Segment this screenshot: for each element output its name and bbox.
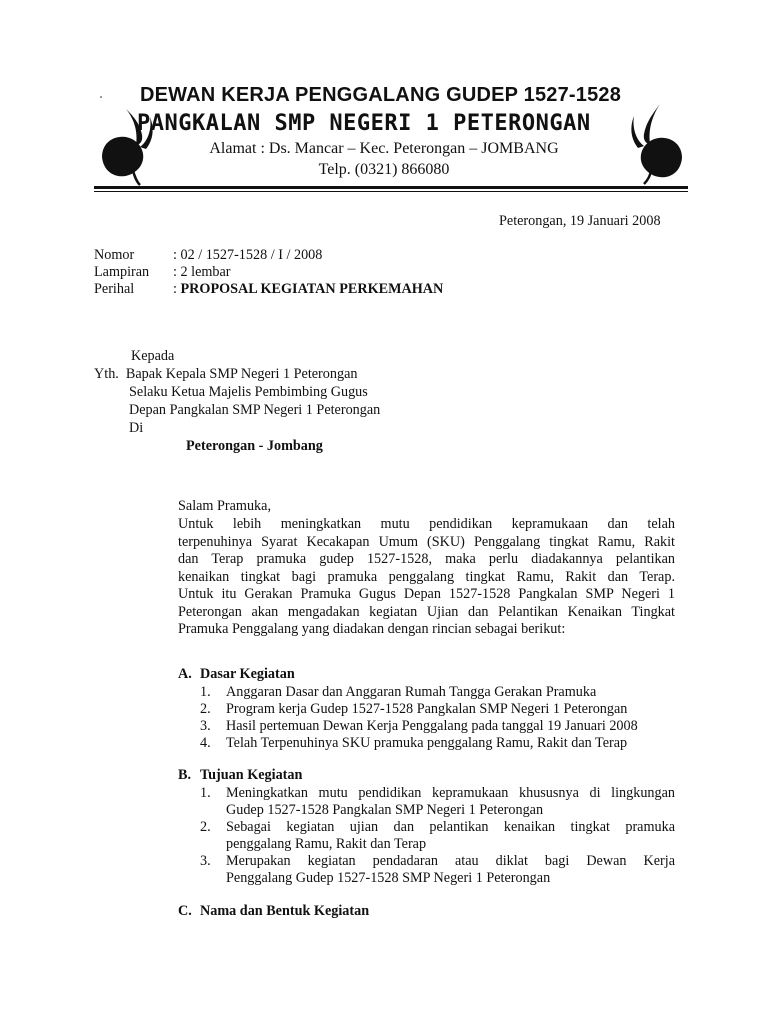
- recipient-di: Di: [129, 420, 144, 436]
- recipient-kepada: Kepada: [131, 348, 175, 364]
- section-tujuan-kegiatan: [178, 767, 675, 887]
- letterhead-divider: [94, 186, 688, 189]
- section-title: Nama dan Bentuk Kegiatan: [200, 903, 370, 919]
- section-nama-bentuk-kegiatan: [178, 903, 675, 921]
- recipient-block: [94, 347, 380, 455]
- intro-line: Peterongan akan mengadakan kegiatan Ujian dan Pelantikan Kenaikan Tingkat: [178, 603, 675, 620]
- meta-nomor-label: Nomor: [94, 247, 135, 263]
- recipient-place: Peterongan - Jombang: [186, 438, 323, 454]
- list-item: [178, 735, 675, 752]
- list-number: 2.: [200, 819, 211, 835]
- list-text: Sebagai kegiatan ujian dan pelantikan kenaikan tingkat pramuka: [226, 819, 675, 835]
- list-item: [178, 684, 675, 701]
- recipient-line1: Yth. Bapak Kepala SMP Negeri 1 Peterongan: [94, 366, 358, 382]
- section-heading: [178, 903, 675, 921]
- letterhead-address: Alamat : Ds. Mancar – Kec. Peterongan – JOMBANG: [209, 140, 559, 157]
- meta-perihal: [94, 281, 443, 298]
- list-text: Merupakan kegiatan pendadaran atau diklat bagi Dewan Kerja: [226, 853, 675, 869]
- intro-line: dan Terap pramuka gudep 1527-1528, maka perlu diadakannya pelantikan: [178, 551, 675, 567]
- list-text: Telah Terpenuhinya SKU pramuka penggalang Ramu, Rakit dan Terap: [226, 735, 628, 751]
- list-text: Gudep 1527-1528 Pangkalan SMP Negeri 1 Peterongan: [226, 802, 544, 818]
- recipient-line3: Depan Pangkalan SMP Negeri 1 Peterongan: [129, 402, 381, 418]
- section-heading: [178, 767, 675, 785]
- list-text: Program kerja Gudep 1527-1528 Pangkalan SMP Negeri 1 Peterongan: [226, 701, 628, 717]
- list-number: 4.: [200, 735, 211, 751]
- section-letter: C.: [178, 903, 192, 919]
- scan-speck: [100, 96, 102, 98]
- letterhead-school: PANGKALAN SMP NEGERI 1 PETERONGAN: [137, 111, 591, 136]
- meta-nomor: [94, 247, 322, 264]
- intro-line: kenaikan tingkat bagi pramuka penggalang tingkat Ramu, Rakit dan Terap.: [178, 568, 675, 585]
- list-text: Hasil pertemuan Dewan Kerja Penggalang pada tanggal 19 Januari 2008: [226, 718, 638, 734]
- meta-lampiran-label: Lampiran: [94, 264, 150, 280]
- list-number: 1.: [200, 785, 211, 801]
- intro-line: Untuk lebih meningkatkan mutu pendidikan kepramukaan dan telah: [178, 516, 675, 532]
- letterhead-organization: DEWAN KERJA PENGGALANG GUDEP 1527-1528: [140, 84, 622, 106]
- list-number: 2.: [200, 701, 211, 717]
- list-text: Anggaran Dasar dan Anggaran Rumah Tangga Gerakan Pramuka: [226, 684, 597, 700]
- section-title: Dasar Kegiatan: [200, 666, 295, 682]
- salutation: Salam Pramuka,: [178, 498, 271, 514]
- letterhead-divider-thin: [94, 191, 688, 192]
- list-number: 3.: [200, 853, 211, 869]
- meta-nomor-value: : 02 / 1527-1528 / I / 2008: [173, 247, 323, 263]
- meta-perihal-colon: :: [173, 281, 181, 297]
- intro-line: terpenuhinya Syarat Kecakapan Umum (SKU) Penggalang tingkat Ramu, Rakit: [178, 533, 675, 550]
- list-item: [178, 853, 675, 887]
- meta-lampiran: [94, 264, 231, 281]
- list-number: 1.: [200, 684, 211, 700]
- section-title: Tujuan Kegiatan: [200, 767, 303, 783]
- section-dasar-kegiatan: [178, 666, 675, 752]
- intro-line: Pramuka Penggalang yang diadakan dengan rincian sebagai berikut:: [178, 621, 566, 637]
- list-text: penggalang Ramu, Rakit dan Terap: [226, 836, 427, 852]
- intro-line: Untuk itu Gerakan Pramuka Gugus Depan 1527-1528 Pangkalan SMP Negeri 1: [178, 586, 675, 602]
- intro-paragraph: [178, 516, 675, 639]
- list-item: [178, 785, 675, 819]
- list-text: Meningkatkan mutu pendidikan kepramukaan khususnya di lingkungan: [226, 785, 675, 801]
- list-number: 3.: [200, 718, 211, 734]
- list-text: Penggalang Gudep 1527-1528 SMP Negeri 1 Peterongan: [226, 870, 551, 886]
- section-list: [178, 785, 675, 887]
- meta-lampiran-value: : 2 lembar: [173, 264, 231, 280]
- list-item: [178, 718, 675, 735]
- recipient-line2: Selaku Ketua Majelis Pembimbing Gugus: [129, 384, 368, 400]
- section-list: [178, 684, 675, 752]
- list-item: [178, 701, 675, 718]
- meta-perihal-value: PROPOSAL KEGIATAN PERKEMAHAN: [180, 281, 444, 297]
- list-item: [178, 819, 675, 853]
- section-letter: A.: [178, 666, 192, 682]
- section-heading: [178, 666, 675, 684]
- section-letter: B.: [178, 767, 192, 783]
- letter-date: Peterongan, 19 Januari 2008: [499, 213, 661, 229]
- letterhead-phone: Telp. (0321) 866080: [318, 161, 450, 178]
- meta-perihal-label: Perihal: [94, 281, 135, 297]
